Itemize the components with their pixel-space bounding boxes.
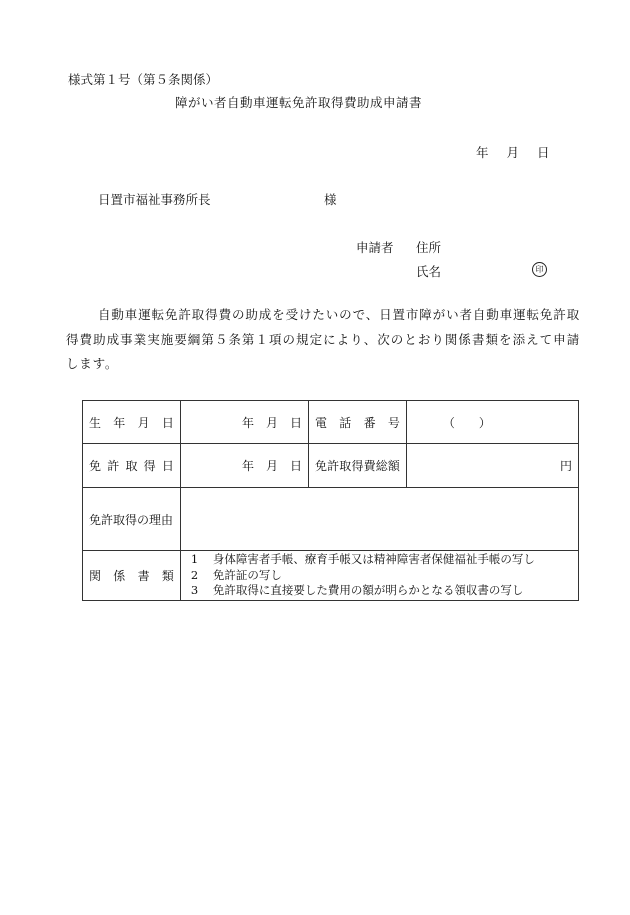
table-row: [83, 551, 579, 601]
recipient-office: 日置市福祉事務所長: [98, 192, 211, 207]
total-cost-label: 免許取得費総額: [309, 444, 407, 488]
total-cost-field[interactable]: 円: [406, 444, 578, 488]
date-month-label: 月: [506, 145, 520, 160]
date-line: [476, 143, 550, 161]
document-title: 障がい者自動車運転免許取得費助成申請書: [175, 95, 423, 110]
document-item-2: 2 免許証の写し: [190, 567, 282, 582]
applicant-label: 申請者: [356, 240, 394, 255]
table-row: [83, 488, 579, 551]
table-row: [83, 401, 579, 444]
date-year-label: 年: [476, 145, 489, 160]
phone-field[interactable]: （ ）: [406, 401, 578, 444]
document-item-3: 3 免許取得に直接要した費用の額が明らかとなる領収書の写し: [190, 583, 524, 597]
document-item-1: 1 身体障害者手帳、療育手帳又は精神障害者保健福祉手帳の写し: [190, 552, 535, 566]
address-label: 住所: [416, 240, 442, 255]
reason-field[interactable]: [180, 488, 578, 551]
table-row: [83, 444, 579, 488]
form-number: 様式第１号（第５条関係）: [68, 72, 219, 87]
name-label: 氏名: [416, 264, 442, 279]
application-statement: 自動車運転免許取得費の助成を受けたいので、日置市障がい者自動車運転免許取得費助成事業実施要綱第５条第１項の規定により、次のとおり関係書類を添えて申請します。: [66, 307, 580, 371]
recipient-honorific: 様: [324, 192, 337, 207]
birth-date-field[interactable]: 年 月 日: [180, 401, 308, 444]
application-table: [82, 400, 579, 601]
license-date-field[interactable]: 年 月 日: [180, 444, 308, 488]
seal-mark: 印: [532, 262, 547, 277]
documents-label: 関係書類: [83, 551, 181, 601]
documents-list: [180, 551, 578, 601]
date-day-label: 日: [537, 145, 550, 160]
birth-date-label: 生年月日: [83, 401, 181, 444]
license-date-label: 免許取得日: [83, 444, 181, 488]
reason-label: 免許取得の理由: [83, 488, 181, 551]
phone-label: 電話番号: [309, 401, 407, 444]
